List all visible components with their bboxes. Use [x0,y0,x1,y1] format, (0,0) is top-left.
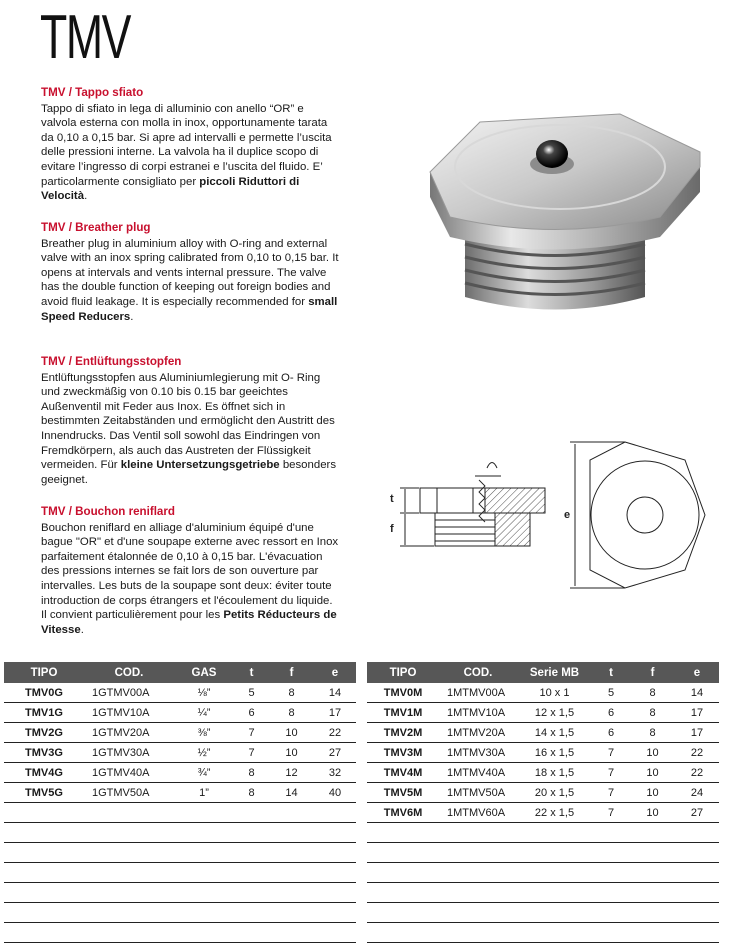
table-cell [269,823,314,843]
table-cell: 10 [630,763,675,783]
table-cell [4,803,84,823]
table-row [367,783,719,803]
table-cell [314,843,356,863]
table-cell [314,803,356,823]
table-row [4,843,356,863]
table-cell: 27 [314,743,356,763]
table-cell: 8 [234,763,269,783]
table-cell: 8 [630,703,675,723]
table-cell: ¾” [174,763,234,783]
table-cell [314,903,356,923]
table-row [4,863,356,883]
table-cell: 1GTMV00A [84,683,174,703]
table-cell: 12 [269,763,314,783]
table-cell: ⅛” [174,683,234,703]
table-cell: 32 [314,763,356,783]
table-cell [174,863,234,883]
table-cell [4,923,84,943]
table-cell: 22 [314,723,356,743]
table-cell: TMV3G [4,743,84,763]
header-f: f [630,662,675,683]
table-cell: 1MTMV40A [439,763,517,783]
header-cod: COD. [439,662,517,683]
section-body: Tappo di sfiato in lega di alluminio con anello “OR” e valvola esterna con molla in inox, opportunamente tarata da 0,10 a 0,15 bar. Si apre ad intervalli e permette l’uscita delle pressioni interne. La valvola ha il duplice scopo di evitare l’ingresso di corpi estranei e l’uscita del fluido. E’ particolarmente consigliato per piccoli Riduttori di Velocità. [41,102,332,203]
technical-drawing [375,440,725,600]
table-cell [174,843,234,863]
table-cell [269,883,314,903]
table-cell [675,823,719,843]
section-english [41,221,341,324]
table-cell [4,843,84,863]
table-cell: 1GTMV30A [84,743,174,763]
dim-f-label: f [390,523,394,535]
table-row [367,703,719,723]
section-french [41,505,341,637]
table-row [367,763,719,783]
table-cell: 12 x 1,5 [517,703,592,723]
table-row [4,763,356,783]
table-cell [314,923,356,943]
table-cell [367,883,439,903]
table-cell: 40 [314,783,356,803]
table-cell [269,903,314,923]
table-cell: TMV0G [4,683,84,703]
table-row [367,883,719,903]
table-cell [314,823,356,843]
valve-icon [536,140,568,168]
table-cell [675,923,719,943]
table-cell: 8 [630,723,675,743]
table-cell [234,823,269,843]
header-gas: GAS [174,662,234,683]
table-cell: 7 [592,743,630,763]
table-cell [314,883,356,903]
product-photo [410,92,710,332]
table-row [4,803,356,823]
section-body: Entlüftungsstopfen aus Aluminiumlegierung mit O- Ring und zweckmäßig von 0.10 bis 0.15 bar geeichtes Außenventil mit Feder aus Inox. Es öffnet sich in bestimmten Zeitabständen und ermöglicht den Austritt des Innendrucks. Das Ventil soll sowohl das Eindringen von Fremdkörpern, als auch das Austreten der Flüssigkeit vermeiden. Für kleine Untersetzungsgetriebe besonders geeignet. [41,371,337,486]
table-cell: 8 [630,683,675,703]
table-cell [517,863,592,883]
table-row [4,683,356,703]
table-row [4,743,356,763]
table-row [367,683,719,703]
table-row [4,883,356,903]
table-cell: ⅜” [174,723,234,743]
table-cell [84,923,174,943]
header-e: e [314,662,356,683]
table-cell [269,803,314,823]
table-cell: 10 [630,743,675,763]
table-cell: TMV4G [4,763,84,783]
table-cell: 10 x 1 [517,683,592,703]
table-cell [592,823,630,843]
table-row [367,863,719,883]
table-cell [630,823,675,843]
table-cell [439,863,517,883]
table-cell: 1MTMV20A [439,723,517,743]
table-cell [592,903,630,923]
table-cell [84,883,174,903]
header-t: t [592,662,630,683]
table-cell: 6 [592,703,630,723]
table-cell [84,903,174,923]
table-cell [675,843,719,863]
table-cell [367,903,439,923]
table-cell [234,843,269,863]
table-cell [174,883,234,903]
table-cell: 7 [592,763,630,783]
table-row [367,843,719,863]
table-cell [439,843,517,863]
table-cell [675,883,719,903]
header-f: f [269,662,314,683]
table-cell: 1GTMV10A [84,703,174,723]
table-cell [269,863,314,883]
section-heading: TMV / Bouchon reniflard [41,505,175,518]
table-cell: 8 [269,703,314,723]
table-cell: 1MTMV00A [439,683,517,703]
table-cell [517,903,592,923]
table-cell [367,823,439,843]
table-cell: 7 [592,783,630,803]
section-heading: TMV / Tappo sfiato [41,86,144,99]
table-cell [439,923,517,943]
table-cell: 5 [592,683,630,703]
table-cell [592,843,630,863]
table-row [4,903,356,923]
table-cell [234,923,269,943]
table-cell [234,903,269,923]
table-cell [367,843,439,863]
table-cell [269,843,314,863]
table-cell: 17 [675,703,719,723]
table-cell [4,903,84,923]
table-row [367,803,719,823]
table-cell [675,863,719,883]
table-cell: 6 [234,703,269,723]
table-cell: TMV0M [367,683,439,703]
table-cell: 1MTMV30A [439,743,517,763]
table-cell: 14 x 1,5 [517,723,592,743]
table-cell [84,843,174,863]
table-cell [592,863,630,883]
section-body: Bouchon reniflard en alliage d'aluminium équipé d'une bague "OR" et d'une soupape externe avec ressort en Inox parfaitement étalonnée de 0,10 à 0,15 bar. L'évacuation des pressions internes se fait lors de son ouverture par intervalles. Les buts de la soupape sont deux: éviter toute introduction de corps étrangers et l'écoulement du liquide. Il convient particulièrement pour les Petits Réducteurs de Vitesse. [41,521,339,636]
table-cell: 22 [675,743,719,763]
table-cell [630,923,675,943]
table-cell: 22 x 1,5 [517,803,592,823]
table-cell [269,923,314,943]
table-cell: 20 x 1,5 [517,783,592,803]
table-cell: 1” [174,783,234,803]
table-cell: TMV5G [4,783,84,803]
dim-e-label: e [564,509,571,521]
table-cell: 7 [592,803,630,823]
table-cell: 18 x 1,5 [517,763,592,783]
table-cell: ¼” [174,703,234,723]
table-cell: 17 [314,703,356,723]
table-cell [630,863,675,883]
table-cell: 14 [269,783,314,803]
table-row [4,923,356,943]
table-row [4,723,356,743]
table-cell [4,863,84,883]
header-tipo: TIPO [4,662,84,683]
table-row [4,783,356,803]
table-cell: 1MTMV50A [439,783,517,803]
side-view [400,463,545,547]
table-cell [517,923,592,943]
header-tipo: TIPO [367,662,439,683]
table-cell [84,823,174,843]
table-cell [675,903,719,923]
table-cell: TMV2G [4,723,84,743]
table-cell: ½” [174,743,234,763]
top-view [570,442,705,588]
header-t: t [234,662,269,683]
table-cell: TMV1G [4,703,84,723]
table-cell: 22 [675,763,719,783]
table-cell [4,823,84,843]
table-cell [592,883,630,903]
table-cell [367,863,439,883]
metric-thread-table [367,662,719,943]
table-row [367,823,719,843]
table-cell [84,863,174,883]
table-cell: 7 [234,743,269,763]
table-cell: 6 [592,723,630,743]
table-cell: 1MTMV10A [439,703,517,723]
table-cell: 14 [314,683,356,703]
table-row [367,903,719,923]
table-cell: 10 [630,803,675,823]
table-cell [174,803,234,823]
table-cell [234,863,269,883]
table-cell [234,803,269,823]
table-cell [174,903,234,923]
table-row [4,823,356,843]
table-cell: 10 [630,783,675,803]
table-cell: 16 x 1,5 [517,743,592,763]
table-cell [174,823,234,843]
table-cell [84,803,174,823]
table-cell: 14 [675,683,719,703]
table-cell: TMV2M [367,723,439,743]
table-cell: TMV3M [367,743,439,763]
table-cell [439,903,517,923]
table-cell [234,883,269,903]
table-cell: TMV5M [367,783,439,803]
header-cod: COD. [84,662,174,683]
table-cell: 10 [269,723,314,743]
table-cell: 8 [269,683,314,703]
table-cell [517,823,592,843]
section-body: Breather plug in aluminium alloy with O-ring and external valve with an inox spring calibrated from 0,10 to 0,15 bar. It opens at intervals and vents internal pressure. The valve has the double function of keeping out foreign bodies and avoid fluid leakage. It is especially recommended for small Speed Reducers. [41,237,339,323]
table-cell: TMV6M [367,803,439,823]
header-e: e [675,662,719,683]
table-cell [592,923,630,943]
table-cell [4,883,84,903]
section-heading: TMV / Breather plug [41,221,151,234]
dim-t-label: t [390,493,394,505]
section-italian [41,86,341,204]
table-cell: 1GTMV20A [84,723,174,743]
table-cell [517,843,592,863]
gas-thread-table [4,662,356,943]
table-cell: 1GTMV50A [84,783,174,803]
table-cell: 27 [675,803,719,823]
table-cell: TMV1M [367,703,439,723]
table-row [367,743,719,763]
table-cell [174,923,234,943]
section-german [41,355,341,487]
table-cell [630,843,675,863]
table-row [4,703,356,723]
table-cell: 10 [269,743,314,763]
table-cell [630,883,675,903]
table-cell: TMV4M [367,763,439,783]
table-row [367,723,719,743]
table-cell [367,923,439,943]
table-cell [439,823,517,843]
table-cell: 1GTMV40A [84,763,174,783]
table-cell [439,883,517,903]
section-heading: TMV / Entlüftungsstopfen [41,355,182,368]
table-cell: 7 [234,723,269,743]
table-cell [630,903,675,923]
header-serie-mb: Serie MB [517,662,592,683]
table-cell: 24 [675,783,719,803]
table-cell: 8 [234,783,269,803]
table-cell: 1MTMV60A [439,803,517,823]
table-cell [314,863,356,883]
table-cell: 5 [234,683,269,703]
table-cell [517,883,592,903]
page-title: TMV [40,3,130,72]
table-cell: 17 [675,723,719,743]
table-row [367,923,719,943]
